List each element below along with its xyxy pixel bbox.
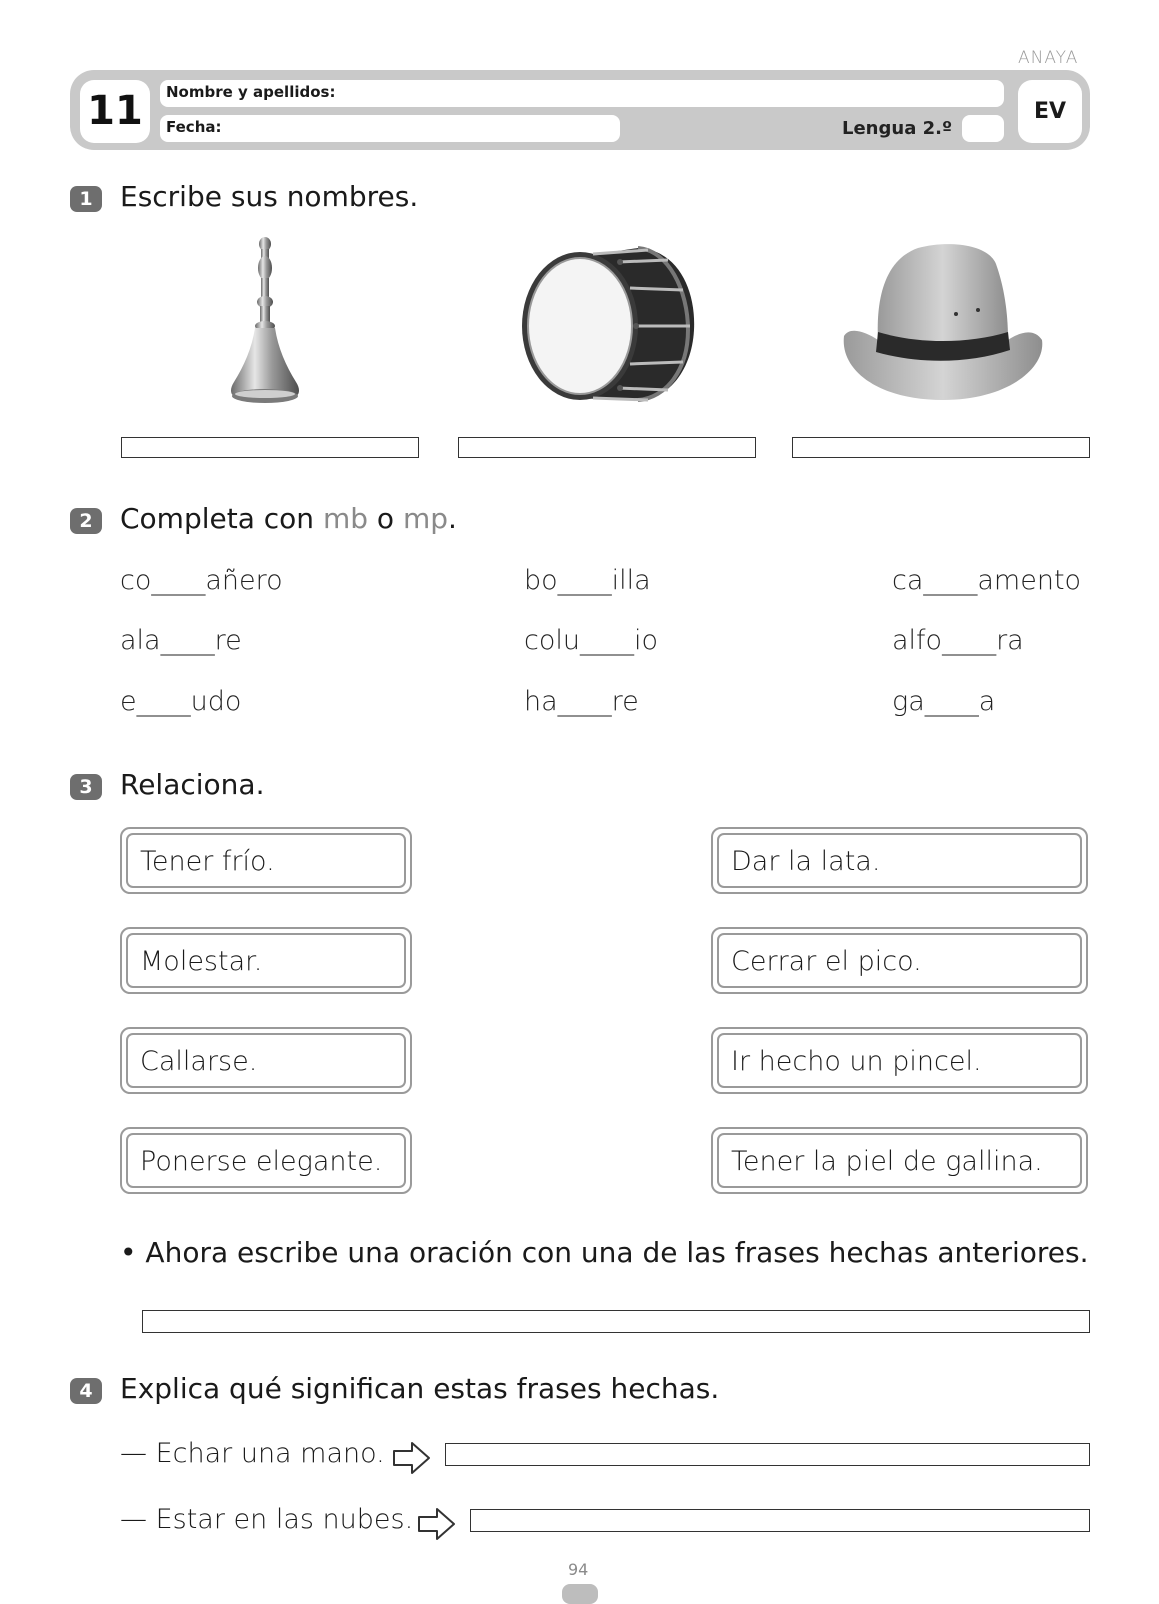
exercise-3-task	[120, 1236, 1089, 1269]
fill-word[interactable]: ga____a	[892, 686, 996, 717]
arrow-right-icon	[392, 1440, 432, 1476]
level-label: EV	[1018, 80, 1082, 143]
drum-image	[518, 240, 698, 410]
match-card-left[interactable]	[120, 1027, 412, 1094]
match-card-text: Ir hecho un pincel.	[717, 1033, 1082, 1088]
exercise-1-title: Escribe sus nombres.	[120, 180, 419, 213]
name-field[interactable]	[160, 80, 1004, 107]
match-card-text: Tener frío.	[126, 833, 406, 888]
fill-word[interactable]: alfo____ra	[892, 625, 1024, 656]
fill-word[interactable]: colu____io	[524, 625, 658, 656]
match-card-text: Molestar.	[126, 933, 406, 988]
match-card-right[interactable]	[711, 1127, 1088, 1194]
exercise-3-task-text: Ahora escribe una oración con una de las frases hechas anteriores.	[145, 1236, 1089, 1269]
date-label: Fecha:	[166, 118, 222, 136]
exercise-1-number: 1	[70, 186, 102, 212]
fill-word[interactable]: ala____re	[120, 625, 242, 656]
page-number: 94	[568, 1560, 589, 1579]
match-card-text: Callarse.	[126, 1033, 406, 1088]
exercise-2-title	[120, 502, 457, 535]
fill-word[interactable]: co____añero	[120, 565, 283, 596]
bell-image	[222, 236, 308, 408]
match-card-left[interactable]	[120, 827, 412, 894]
sentence-answer-line[interactable]	[142, 1310, 1090, 1333]
fill-word[interactable]: e____udo	[120, 686, 242, 717]
exercise-4-title: Explica qué significan estas frases hechas.	[120, 1372, 720, 1405]
option-mp: mp	[402, 502, 449, 535]
exercise-3-number: 3	[70, 774, 102, 800]
match-card-text: Dar la lata.	[717, 833, 1082, 888]
unit-number: 11	[80, 80, 150, 143]
exercise-2-number: 2	[70, 508, 102, 534]
subject-box[interactable]	[962, 115, 1004, 142]
answer-line-hat[interactable]	[792, 437, 1090, 458]
match-card-right[interactable]	[711, 1027, 1088, 1094]
date-field[interactable]	[160, 115, 620, 142]
exercise-2-title-start: Completa con	[120, 502, 323, 535]
answer-line-phrase-2[interactable]	[470, 1509, 1090, 1532]
phrase-2: — Estar en las nubes.	[120, 1504, 414, 1535]
name-label: Nombre y apellidos:	[166, 83, 336, 101]
answer-line-phrase-1[interactable]	[445, 1443, 1090, 1466]
option-mb: mb	[322, 502, 369, 535]
bullet: •	[120, 1236, 146, 1269]
fill-word[interactable]: ha____re	[524, 686, 639, 717]
answer-line-drum[interactable]	[458, 437, 756, 458]
match-card-left[interactable]	[120, 927, 412, 994]
answer-line-bell[interactable]	[121, 437, 419, 458]
subject-label: Lengua 2.º	[842, 118, 953, 139]
match-card-text: Tener la piel de gallina.	[717, 1133, 1082, 1188]
fill-word[interactable]: ca____amento	[892, 565, 1082, 596]
match-card-right[interactable]	[711, 927, 1088, 994]
match-card-text: Cerrar el pico.	[717, 933, 1082, 988]
exercise-3-title: Relaciona.	[120, 768, 265, 801]
exercise-4-number: 4	[70, 1378, 102, 1404]
exercise-2-title-end: .	[448, 502, 457, 535]
fill-word[interactable]: bo____illa	[524, 565, 651, 596]
exercise-2-title-mid: o	[368, 502, 403, 535]
match-card-left[interactable]	[120, 1127, 412, 1194]
phrase-1: — Echar una mano.	[120, 1438, 385, 1469]
page-tab	[562, 1584, 598, 1604]
match-card-text: Ponerse elegante.	[126, 1133, 406, 1188]
hat-image	[838, 240, 1048, 410]
arrow-right-icon	[417, 1506, 457, 1542]
publisher-logo: ANAYA	[1018, 48, 1079, 68]
match-card-right[interactable]	[711, 827, 1088, 894]
